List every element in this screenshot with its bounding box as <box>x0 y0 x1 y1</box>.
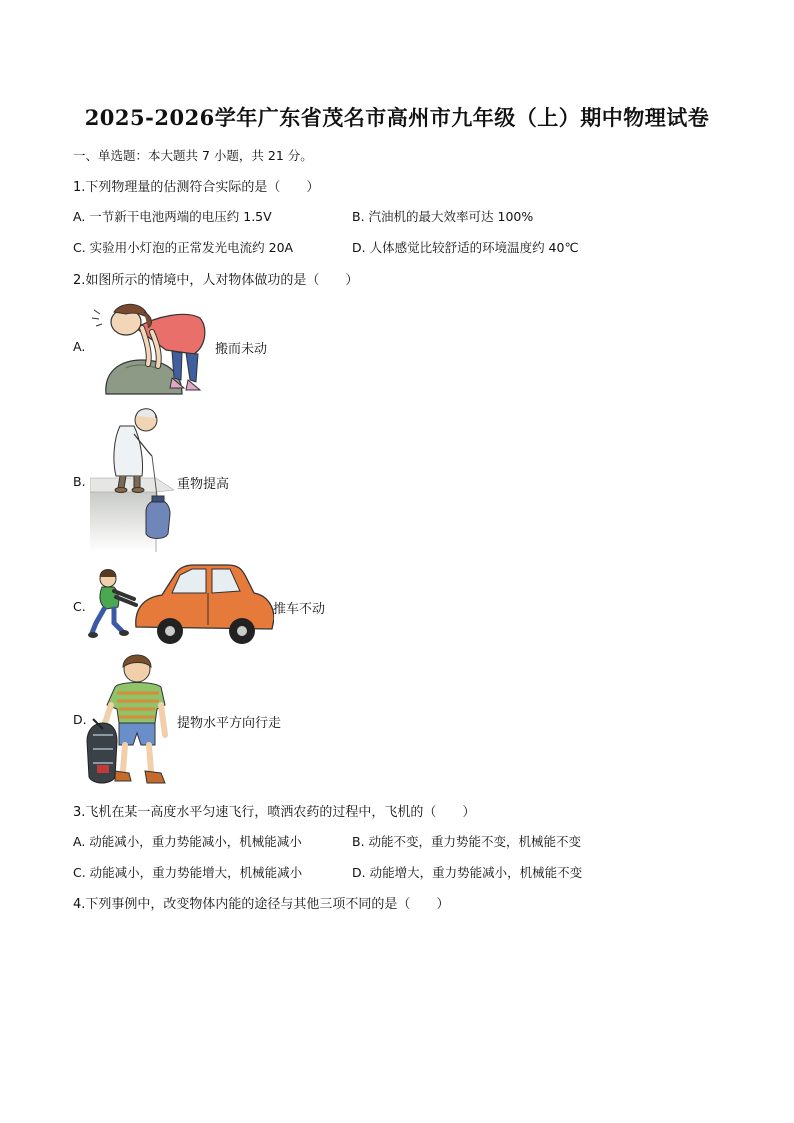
question-2-option-b-caption: 重物提高 <box>177 477 230 492</box>
question-3-option-c: C. 动能减小，重力势能增大，机械能减小 <box>73 865 303 880</box>
question-2-option-c-caption: 推车不动 <box>273 602 326 617</box>
question-1-option-c: C. 实验用小灯泡的正常发光电流约 20A <box>73 240 294 255</box>
question-1-option-a: A. 一节新干电池两端的电压约 1.5V <box>73 209 272 224</box>
question-1-stem: 1.下列物理量的估测符合实际的是（ ） <box>73 180 320 195</box>
question-3-stem: 3.飞机在某一高度水平匀速飞行，喷洒农药的过程中，飞机的（ ） <box>73 805 476 820</box>
question-2-option-a-letter: A. <box>73 339 86 354</box>
section-heading: 一、单选题：本大题共 7 小题，共 21 分。 <box>73 148 313 163</box>
page-title: 2025-2026学年广东省茂名市高州市九年级（上）期中物理试卷 <box>84 105 710 130</box>
boy-pushing-car-icon <box>88 563 274 647</box>
question-2-option-c-letter: C. <box>73 599 86 614</box>
question-1-option-d: D. 人体感觉比较舒适的环境温度约 40℃ <box>352 240 579 255</box>
question-1-option-b: B. 汽油机的最大效率可达 100% <box>352 209 534 224</box>
question-3-option-a: A. 动能减小，重力势能减小，机械能减小 <box>73 834 302 849</box>
question-2-option-d-caption: 提物水平方向行走 <box>177 716 282 731</box>
man-lifting-weight-icon <box>90 404 178 552</box>
question-2-option-a-caption: 搬而未动 <box>215 342 268 357</box>
question-2-option-d-letter: D. <box>73 712 87 727</box>
question-3-option-b: B. 动能不变，重力势能不变，机械能不变 <box>352 834 582 849</box>
question-2-option-b-letter: B. <box>73 474 86 489</box>
question-2-stem: 2.如图所示的情境中，人对物体做功的是（ ） <box>73 273 359 288</box>
woman-lifting-rock-icon <box>86 298 214 396</box>
question-3-option-d: D. 动能增大，重力势能减小，机械能不变 <box>352 865 583 880</box>
question-4-stem: 4.下列事例中，改变物体内能的途径与其他三项不同的是（ ） <box>73 897 450 912</box>
boy-carrying-bag-icon <box>85 649 177 789</box>
